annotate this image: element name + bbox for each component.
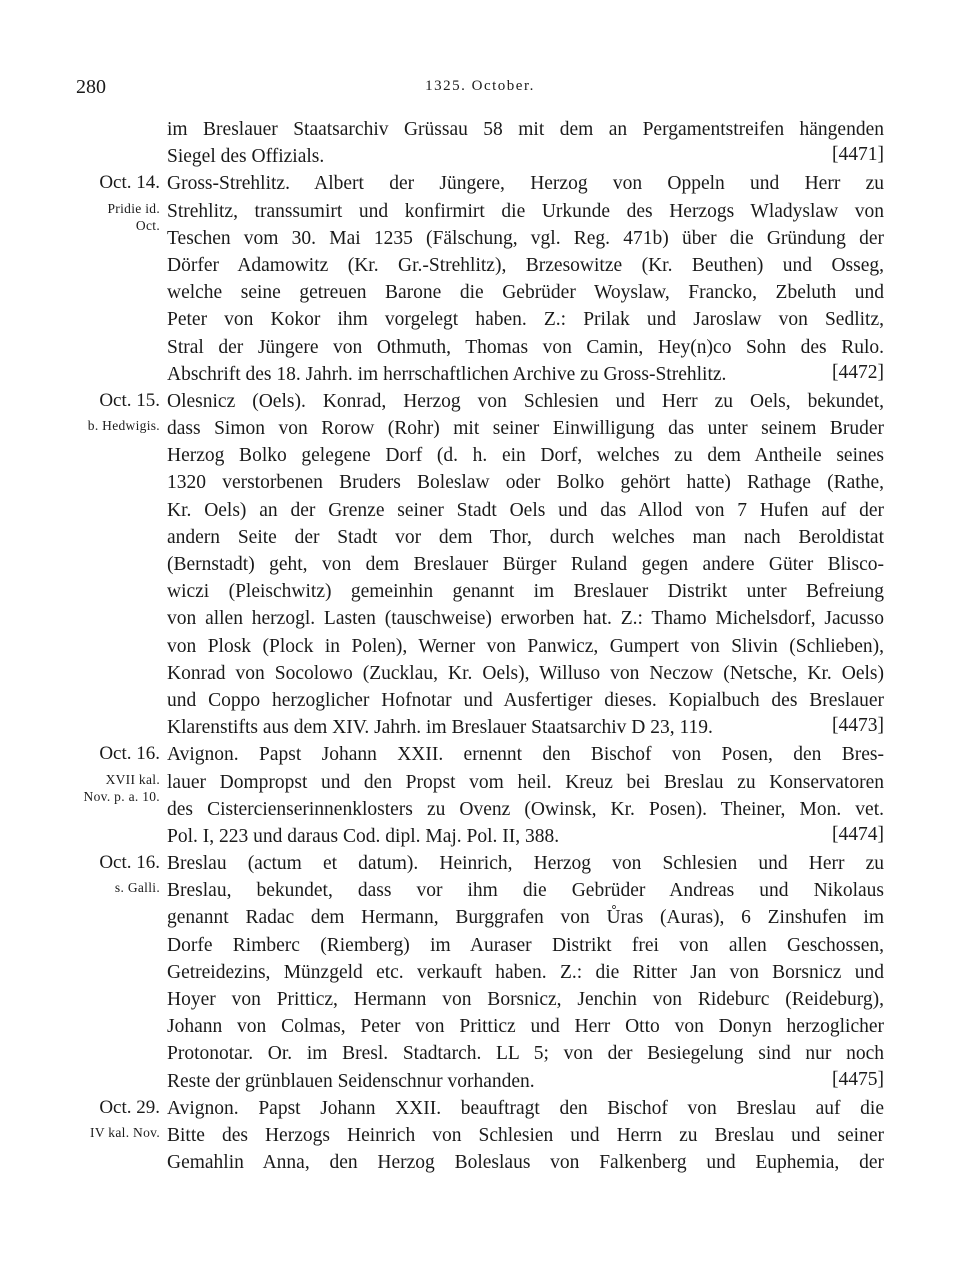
line-text: Hoyer von Pritticz, Hermann von Borsnicz, Jenchin von Rideburc (Reideburg), xyxy=(167,989,884,1010)
line-text: Konrad von Socolowo (Zucklau, Kr. Oels), Willuso von Neczow (Netsche, Kr. Oels) xyxy=(167,662,884,684)
text-line xyxy=(0,551,960,578)
line-text: lauer Dompropst und den Propst vom heil. Kreuz bei Breslau zu Konservatoren xyxy=(167,771,884,793)
line-text: im Breslauer Staatsarchiv Grüssau 58 mit dem an Pergamentstreifen hängenden xyxy=(167,119,884,140)
line-text: Breslau, bekundet, dass vor ihm die Gebrüder Andreas und Nikolaus xyxy=(167,880,884,902)
text-line xyxy=(0,415,960,442)
text-line xyxy=(0,279,960,306)
line-text: Gemahlin Anna, den Herzog Boleslaus von Falkenberg und Euphemia, der xyxy=(167,1152,884,1174)
text-line xyxy=(0,932,960,959)
line-text: Strehlitz, transsumirt und konfirmirt die Urkunde des Herzogs Wladyslaw von xyxy=(167,200,884,222)
line-text: Siegel des Offizials. xyxy=(167,146,325,168)
text-line xyxy=(0,1068,960,1095)
margin-date: b. Hedwigis. xyxy=(87,418,160,434)
margin-date: XVII kal. xyxy=(105,771,160,787)
text-line xyxy=(0,959,960,986)
text-line xyxy=(0,578,960,605)
text-line xyxy=(0,1013,960,1040)
line-text: Breslau (actum et datum). Heinrich, Herzog von Schlesien und Herr zu xyxy=(167,853,884,875)
line-text: Abschrift des 18. Jahrh. im herrschaftlichen Archive zu Gross-Strehlitz. xyxy=(167,363,727,385)
line-text: Johann von Colmas, Peter von Pritticz und Herr Otto von Donyn herzoglicher xyxy=(167,1016,884,1038)
margin-date: s. Galli. xyxy=(114,880,160,896)
margin-date: Oct. 14. xyxy=(99,172,160,194)
text-line xyxy=(0,741,960,768)
text-line xyxy=(0,1040,960,1067)
text-line xyxy=(0,442,960,469)
text-line xyxy=(0,660,960,687)
text-line xyxy=(0,524,960,551)
line-text: Protonotar. Or. im Bresl. Stadtarch. LL 5; von der Besiegelung sind nur noch xyxy=(167,1043,884,1065)
margin-date: Oct. 29. xyxy=(99,1096,160,1118)
line-text: Herzog Bolko gelegene Dorf (d. h. ein Dorf, welches zu dem Antheile seines xyxy=(167,445,884,467)
line-text: Dorfe Rimberc (Riemberg) im Auraser Distrikt frei von allen Geschossen, xyxy=(167,934,884,956)
page-number: 280 xyxy=(76,76,106,98)
line-text: welche seine getreuen Barone die Gebrüder Woyslaw, Francko, Zbeluth und xyxy=(167,282,884,304)
line-text: Gross-Strehlitz. Albert der Jüngere, Herzog von Oppeln und Herr zu xyxy=(167,173,884,195)
line-text: Peter von Kokor ihm vorgelegt haben. Z.: Prilak und Jaroslaw von Sedlitz, xyxy=(167,309,884,331)
text-line xyxy=(0,687,960,714)
line-text: Reste der grünblauen Seidenschnur vorhanden. xyxy=(167,1070,535,1092)
margin-date: IV kal. Nov. xyxy=(90,1124,160,1140)
line-text: Pol. I, 223 und daraus Cod. dipl. Maj. Pol. II, 388. xyxy=(167,825,560,847)
margin-date: Oct. xyxy=(135,217,160,233)
text-line xyxy=(0,1122,960,1149)
text-line xyxy=(0,143,960,170)
document-body xyxy=(0,116,960,1176)
text-line xyxy=(0,252,960,279)
line-text: und Coppo herzoglicher Hofnotar und Ausfertiger dieses. Kopialbuch des Breslauer xyxy=(167,689,884,711)
text-line xyxy=(0,633,960,660)
text-line xyxy=(0,714,960,741)
margin-date: Oct. 15. xyxy=(99,389,160,411)
text-line xyxy=(0,497,960,524)
entry-number: [4474] xyxy=(832,823,884,845)
text-line xyxy=(0,116,960,143)
entry-number: [4472] xyxy=(832,361,884,383)
text-line xyxy=(0,469,960,496)
margin-date: Nov. p. a. 10. xyxy=(83,788,160,804)
text-line xyxy=(0,361,960,388)
text-line xyxy=(0,1149,960,1176)
text-line xyxy=(0,1095,960,1122)
text-line xyxy=(0,306,960,333)
line-text: wiczi (Pleischwitz) gemeinhin genannt im Breslauer Distrikt unter Befreiung xyxy=(167,581,884,603)
line-text: Avignon. Papst Johann XXII. beauftragt den Bischof von Breslau auf die xyxy=(167,1097,884,1119)
line-text: Getreidezins, Münzgeld etc. verkauft haben. Z.: die Ritter Jan von Borsnicz und xyxy=(167,961,884,983)
line-text: Avignon. Papst Johann XXII. ernennt den Bischof von Posen, den Bres- xyxy=(167,744,884,766)
entry-number: [4475] xyxy=(832,1068,884,1090)
text-line xyxy=(0,877,960,904)
text-line xyxy=(0,823,960,850)
line-text: (Bernstadt) geht, von dem Breslauer Bürger Ruland gegen andere Güter Blisco- xyxy=(167,554,884,575)
page-header xyxy=(0,74,960,104)
text-line xyxy=(0,334,960,361)
line-text: 1320 verstorbenen Bruders Boleslaw oder Bolko gehört hatte) Rathage (Rathe, xyxy=(167,472,884,494)
line-text: Teschen vom 30. Mai 1235 (Fälschung, vgl. Reg. 471b) über die Gründung der xyxy=(167,227,884,249)
line-text: Klarenstifts aus dem XIV. Jahrh. im Breslauer Staatsarchiv D 23, 119. xyxy=(167,717,713,739)
margin-date: Pridie id. xyxy=(107,200,160,216)
entry-number: [4473] xyxy=(832,715,884,737)
text-line xyxy=(0,388,960,415)
margin-date: Oct. 16. xyxy=(99,743,160,765)
line-text: Dörfer Adamowitz (Kr. Gr.-Strehlitz), Brzesowitze (Kr. Beuthen) und Osseg, xyxy=(167,254,884,276)
line-text: dass Simon von Rorow (Rohr) mit seiner Einwilligung das unter seinem Bruder xyxy=(167,418,884,440)
line-text: Kr. Oels) an der Grenze seiner Stadt Oels und das Allod von 7 Hufen auf der xyxy=(167,499,884,521)
line-text: von allen herzogl. Lasten (tauschweise) erworben hat. Z.: Thamo Michelsdorf, Jacusso xyxy=(167,608,884,630)
line-text: Bitte des Herzogs Heinrich von Schlesien und Herrn zu Breslau und seiner xyxy=(167,1124,884,1146)
running-head: 1325. October. xyxy=(425,78,535,94)
line-text: des Cistercienserinnenklosters zu Ovenz (Owinsk, Kr. Posen). Theiner, Mon. vet. xyxy=(167,798,884,820)
text-line xyxy=(0,850,960,877)
text-line xyxy=(0,788,960,823)
text-line xyxy=(0,986,960,1013)
text-line xyxy=(0,904,960,931)
line-text: genannt Radac dem Hermann, Burggrafen von Ůras (Auras), 6 Zinshufen im xyxy=(167,907,884,929)
text-line xyxy=(0,605,960,632)
margin-date: Oct. 16. xyxy=(99,852,160,874)
text-line xyxy=(0,217,960,252)
line-text: andern Seite der Stadt vor dem Thor, durch welches man nach Beroldistat xyxy=(167,526,884,548)
line-text: Stral der Jüngere von Othmuth, Thomas von Camin, Hey(n)co Sohn des Rulo. xyxy=(167,336,884,358)
text-line xyxy=(0,170,960,197)
line-text: Olesnicz (Oels). Konrad, Herzog von Schlesien und Herr zu Oels, bekundet, xyxy=(167,390,884,412)
line-text: von Plosk (Plock in Polen), Werner von Panwicz, Gumpert von Slivin (Schlieben), xyxy=(167,635,884,657)
entry-number: [4471] xyxy=(832,144,884,166)
